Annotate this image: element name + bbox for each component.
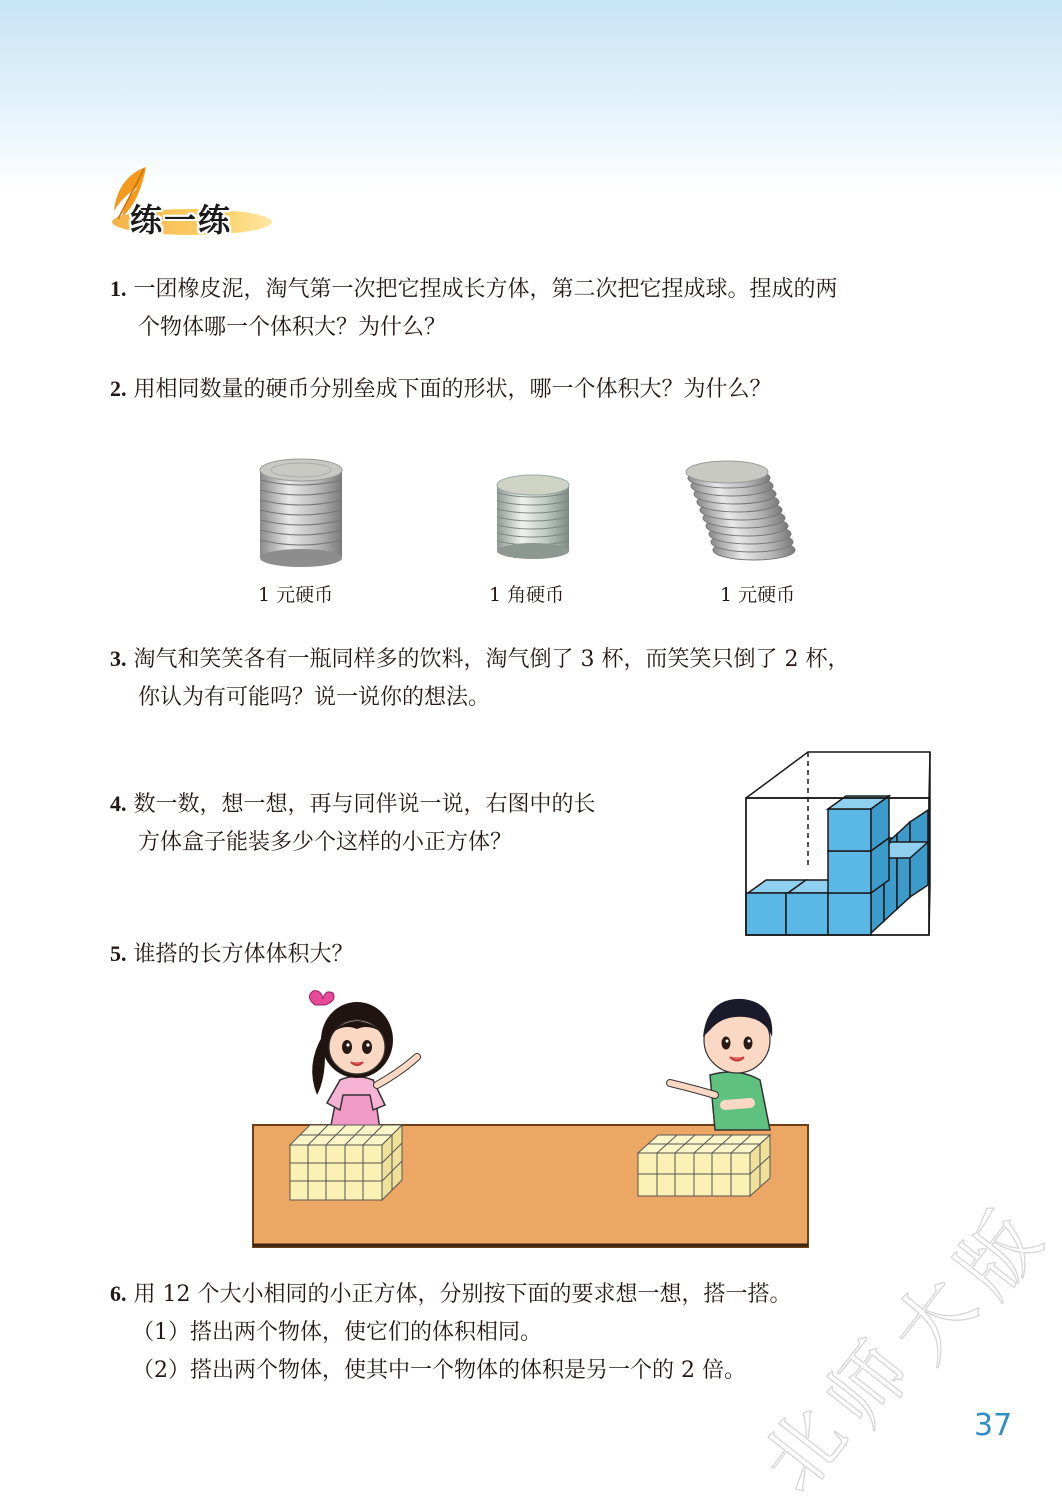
coin-label-3: 1 元硬币 — [720, 584, 796, 606]
section-title: 练一练 — [130, 201, 233, 239]
cube-box-diagram — [738, 748, 938, 942]
header-band — [0, 0, 1062, 190]
girl-figure — [309, 991, 417, 1130]
boy-figure — [670, 999, 772, 1130]
coin-stack-1 — [260, 459, 342, 567]
coin-label-2: 1 角硬币 — [489, 584, 565, 606]
question-1: 1. 一团橡皮泥，淘气第一次把它捏成长方体，第二次把它捏成球。捏成的两 个物体哪一个体积大？为什么？ — [110, 276, 838, 340]
question-2: 2. 用相同数量的硬币分别垒成下面的形状，哪一个体积大？为什么？ — [110, 376, 772, 402]
block-right — [638, 1135, 770, 1196]
page-number: 37 — [974, 1408, 1013, 1443]
coin-label-1: 1 元硬币 — [258, 584, 334, 606]
coin-stack-3 — [686, 461, 795, 560]
question-3: 3. 淘气和笑笑各有一瓶同样多的饮料，淘气倒了 3 杯，而笑笑只倒了 2 杯， 你认为有可能吗？说一说你的想法。 — [110, 646, 850, 710]
block-left — [290, 1125, 402, 1200]
question-5: 5. 谁搭的长方体体积大？ — [110, 941, 354, 967]
question-4: 4. 数一数，想一想，再与同伴说一说，右图中的长 方体盒子能装多少个这样的小正方体？ — [110, 791, 596, 855]
publisher-watermark: 北 师 大 版 — [745, 1196, 1059, 1509]
question-6: 6. 用 12 个大小相同的小正方体，分别按下面的要求想一想，搭一搭。 — [110, 1281, 792, 1307]
sub-item-2: （2）搭出两个物体，使其中一个物体的体积是另一个的 2 倍。 — [132, 1358, 746, 1383]
coin-stack-2 — [497, 475, 569, 559]
sub-item-1: （1）搭出两个物体，使它们的体积相同。 — [132, 1320, 542, 1345]
section-heading — [108, 165, 278, 245]
coin-stacks — [240, 450, 820, 570]
